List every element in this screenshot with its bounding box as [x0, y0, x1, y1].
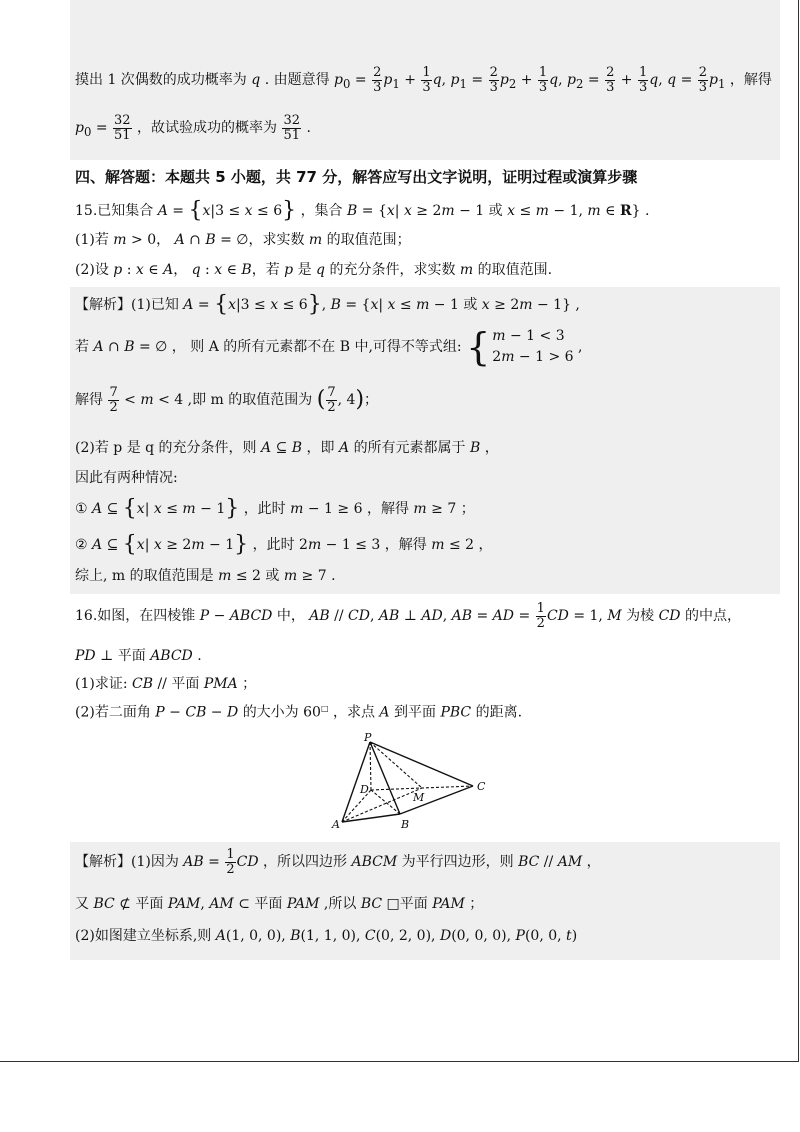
label-C: C — [477, 780, 486, 793]
q15-stem: 15.已知集合 A = {x|3 ≤ x ≤ 6} ，集合 B = {x| x ≥ 2m − 1 或 x ≤ m − 1, m ∈ R} . — [75, 198, 650, 223]
sol16-line-3: (2)如图建立坐标系,则 A(1, 0, 0), B(1, 1, 0), C(0, 2, 0), D(0, 0, 0), P(0, 0, t) — [75, 928, 578, 944]
sol15-line-1: 【解析】(1)已知 A = {x|3 ≤ x ≤ 6}, B = {x| x ≤ m − 1 或 x ≥ 2m − 1} , — [75, 292, 580, 317]
sol15-line-5: 因此有两种情况: — [75, 470, 178, 486]
sol15-line-2: 若 A ∩ B = ∅ ， 则 A 的所有元素都不在 B 中,可得不等式组: { m − 1 < 3 2m − 1 > 6 , — [75, 325, 583, 369]
label-B: B — [401, 818, 410, 831]
sol15-line-7: ② A ⊆ {x| x ≥ 2m − 1} ，此时 2m − 1 ≤ 3 ，解得 m ≤ 2 ， — [75, 532, 493, 557]
sol15-line-8: 综上, m 的取值范围是 m ≤ 2 或 m ≥ 7 . — [75, 568, 336, 584]
sol15-line-6: ① A ⊆ {x| x ≤ m − 1} ，此时 m − 1 ≥ 6 ，解得 m ≥ 7 ； — [75, 496, 475, 521]
label-M: M — [413, 791, 425, 804]
edge-PM — [370, 742, 422, 788]
top-line-2: $p_0$ = $\frac{32}{51}$ ，故试验成功的概率为 $\frac{32}{51}$ . — [75, 113, 311, 143]
sol15-line-4: (2)若 p 是 q 的充分条件，则 A ⊆ B ，即 A 的所有元素都属于 B ， — [75, 440, 499, 456]
section-heading: 四、解答题：本题共 5 小题，共 77 分，解答应写出文字说明，证明过程或演算步骤 — [75, 168, 638, 186]
edge-PD — [370, 742, 371, 790]
sol16-line-1: 【解析】(1)因为 AB = $\frac{1}{2}$ CD ，所以四边形 ABCM 为平行四边形，则 BC // AM ， — [75, 847, 601, 877]
q15-part-2: (2)设 p : x ∈ A， q : x ∈ B，若 p 是 q 的充分条件，求实数 m 的取值范围. — [75, 262, 553, 278]
edge-BC — [400, 786, 473, 814]
sol15-line-3: 解得 $\frac{7}{2}$ < m < 4 ,即 m 的取值范围为 ( $\frac{7}{2}$ , 4)； — [75, 385, 379, 415]
q15-part-1: (1)若 m > 0， A ∩ B = ∅，求实数 m 的取值范围； — [75, 232, 411, 248]
sol16-line-2: 又 BC ⊄ 平面 PAM, AM ⊂ 平面 PAM ,所以 BC □平面 PAM ； — [75, 896, 484, 912]
q16-part-2: (2)若二面角 P − CB − D 的大小为 60□ ，求点 A 到平面 PBC 的距离. — [75, 704, 523, 721]
top-line-1: 摸出 1 次偶数的成功概率为 q . 由题意得 $p_0$ = $\frac{2}{3}$ $p_1$ + $\frac{1}{3}$ q, $p_1$ = $\frac{2}{3}$ $p_2$ + $\frac{1}{3}$ q, $p_2$ = $\frac{2}{3}$ + $\frac{1}{3}$ q, q = $\frac{2}{3}$ $p_1$ ，解得 — [75, 65, 772, 95]
q16-stem: 16.如图，在四棱锥 P − ABCD 中， AB // CD, AB ⊥ AD, AB = AD = $\frac{1}{2}$ CD = 1, M 为棱 CD 的中点， — [75, 601, 741, 631]
edge-AB — [342, 814, 400, 822]
pyramid-figure — [325, 728, 505, 838]
label-P: P — [364, 731, 372, 744]
edge-PA — [342, 742, 370, 822]
label-A: A — [332, 818, 340, 831]
q16-line-2: PD ⊥ 平面 ABCD . — [75, 648, 202, 664]
label-D: D — [360, 783, 369, 796]
q16-part-1: (1)求证: CB // 平面 PMA ； — [75, 676, 257, 692]
